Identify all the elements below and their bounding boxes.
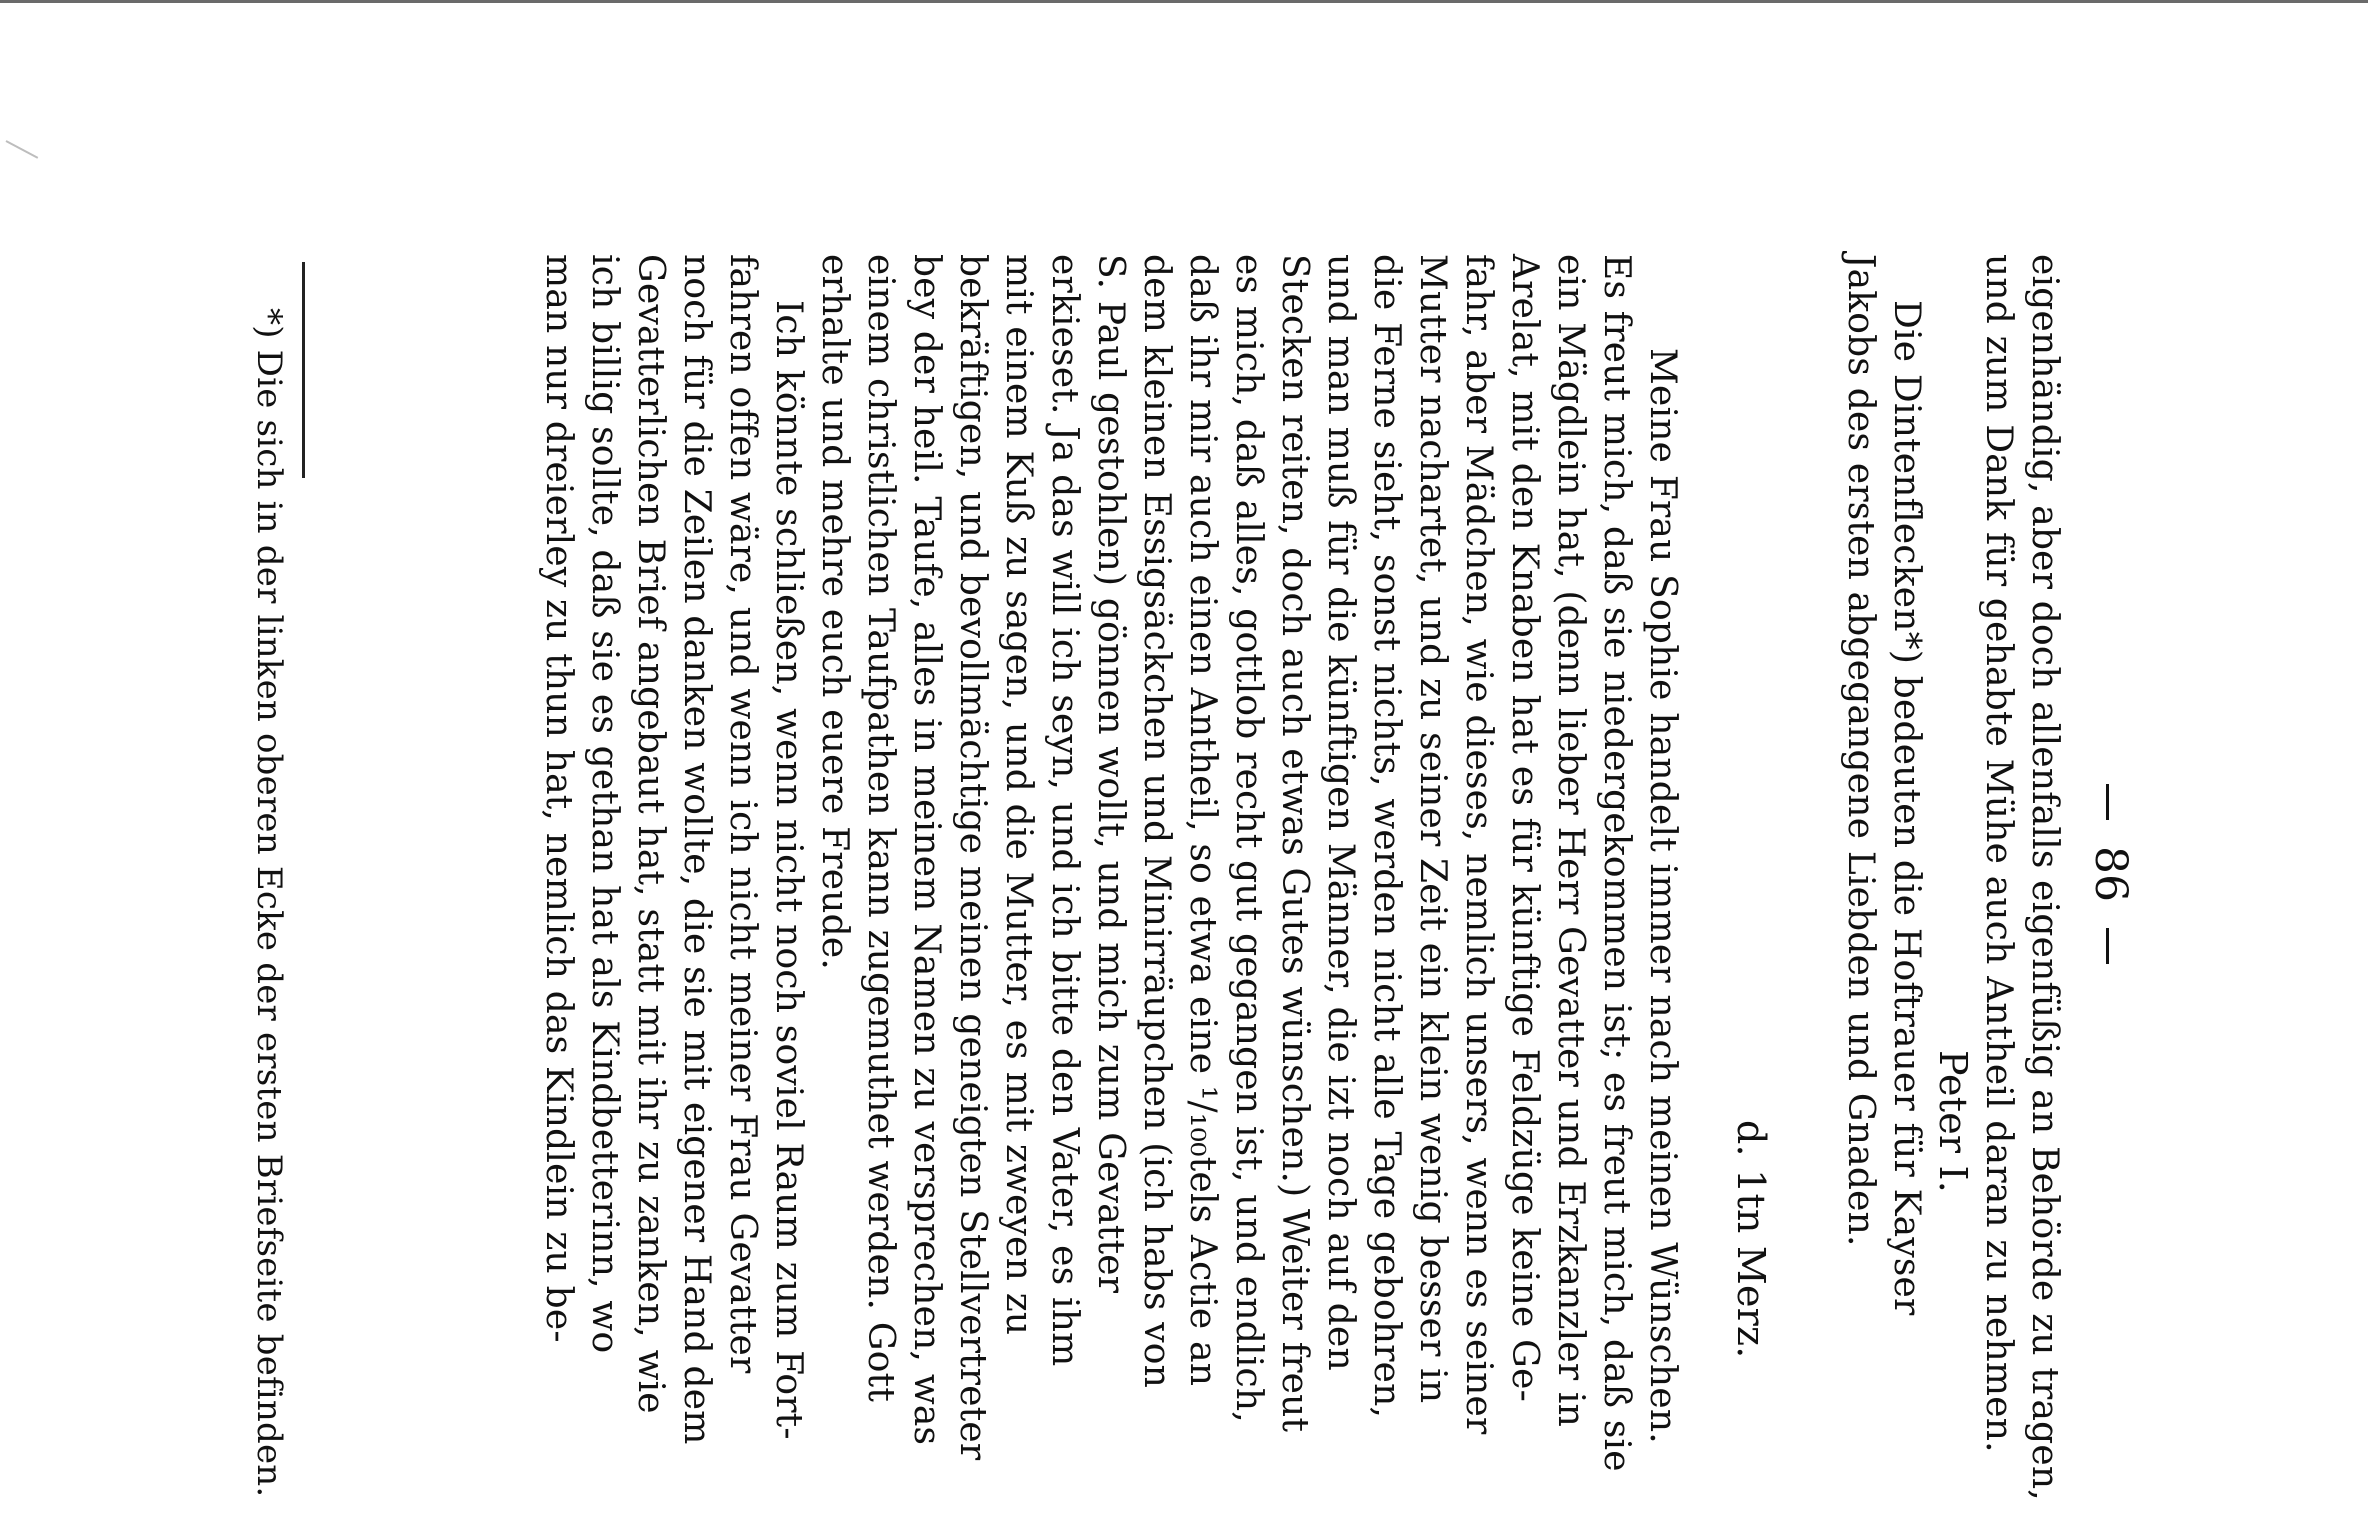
text-line: eigenhändig, aber doch allenfalls eigenfüßig an Behörde zu tragen, — [2024, 254, 2065, 1501]
text-line: dem kleinen Essigsäckchen und Minirräupchen (ich habs von — [1136, 254, 1177, 1389]
page-number-dash-right — [2106, 928, 2109, 964]
page-number-text: 86 — [2085, 846, 2136, 902]
text-line: es mich, daß alles, gottlob recht gut gegangen ist, und endlich, — [1228, 254, 1269, 1423]
text-line: bey der heil. Taufe, alles in meinem Namen zu versprechen, was — [906, 254, 947, 1446]
footnote-rule — [302, 262, 305, 478]
text-line: Meine Frau Sophie handelt immer nach meinen Wünschen. — [1642, 348, 1683, 1444]
text-line: Es freut mich, daß sie niedergekommen ist; es freut mich, daß sie — [1596, 254, 1637, 1472]
footnote: *) Die sich in der linken oberen Ecke der ersten Briefseite befinden. — [249, 308, 289, 1498]
text-line: fahr, aber Mädchen, wie dieses, nemlich unsers, wenn es seiner — [1458, 254, 1499, 1435]
text-line: und zum Dank für gehabte Mühe auch Antheil daran zu nehmen. — [1978, 254, 2019, 1453]
text-line: und man muß für die künftigen Männer, die izt noch auf den — [1320, 254, 1361, 1371]
text-line: erhalte und mehre euch euere Freude. — [814, 254, 855, 971]
text-line: Ich könnte schließen, wenn nicht noch soviel Raum zum Fort- — [768, 300, 809, 1440]
text-line: Die Dintenflecken*) bedeuten die Hoftrauer für Kayser — [1886, 300, 1927, 1316]
text-line: bekräftigen, und bevollmächtige meinen geneigten Stellvertreter — [952, 254, 993, 1461]
text-line: die Ferne sieht, sonst nichts, werden nicht alle Tage gebohren, — [1366, 254, 1407, 1419]
text-line: ich billig sollte, daß sie es gethan hat als Kindbetterinn, wo — [584, 254, 625, 1354]
text-line: noch für die Zeilen danken wollte, die sie mit eigener Hand dem — [676, 254, 717, 1445]
text-line: Arelat, mit den Knaben hat es für künftige Feldzüge keine Ge- — [1504, 254, 1545, 1402]
text-line: ein Mägdlein hat, (denn lieber Herr Gevatter und Erzkanzler in — [1550, 254, 1591, 1427]
text-line: Stecken reiten, doch auch etwas Gutes wünschen.) Weiter freut — [1274, 254, 1315, 1433]
text-line: S. Paul gestohlen) gönnen wollt, und mich zum Gevatter — [1090, 254, 1131, 1294]
text-line: erkieset. Ja das will ich seyn, und ich bitte den Vater, es ihm — [1044, 254, 1085, 1367]
signature: Peter I. — [1931, 1050, 1975, 1194]
page-number-dash-left — [2106, 784, 2109, 820]
text-line: Jakobs des ersten abgegangene Liebden und Gnaden. — [1840, 254, 1881, 1247]
text-line: Gevatterlichen Brief angebaut hat, statt mit ihr zu zanken, wie — [630, 254, 671, 1414]
text-line: Mutter nachartet, und zu seiner Zeit ein klein wenig besser in — [1412, 254, 1453, 1404]
text-line: mit einem Kuß zu sagen, und die Mutter, es mit zweyen zu — [998, 254, 1039, 1336]
text-line: daß ihr mir auch einen Antheil, so etwa eine ¹/₁₀₀tels Actie an — [1182, 254, 1223, 1387]
text-line: einem christlichen Taufpathen kann zugemuthet werden. Gott — [860, 254, 901, 1402]
text-line: fahren offen wäre, und wenn ich nicht meiner Frau Gevatter — [722, 254, 763, 1374]
section-heading: d. 1tn Merz. — [1729, 1120, 1773, 1359]
text-line: man nur dreierley zu thun hat, nemlich das Kindlein zu be- — [538, 254, 579, 1343]
scan-top-edge — [0, 0, 2368, 3]
scan-edge-mark — [6, 140, 39, 159]
page-number — [2085, 758, 2136, 990]
